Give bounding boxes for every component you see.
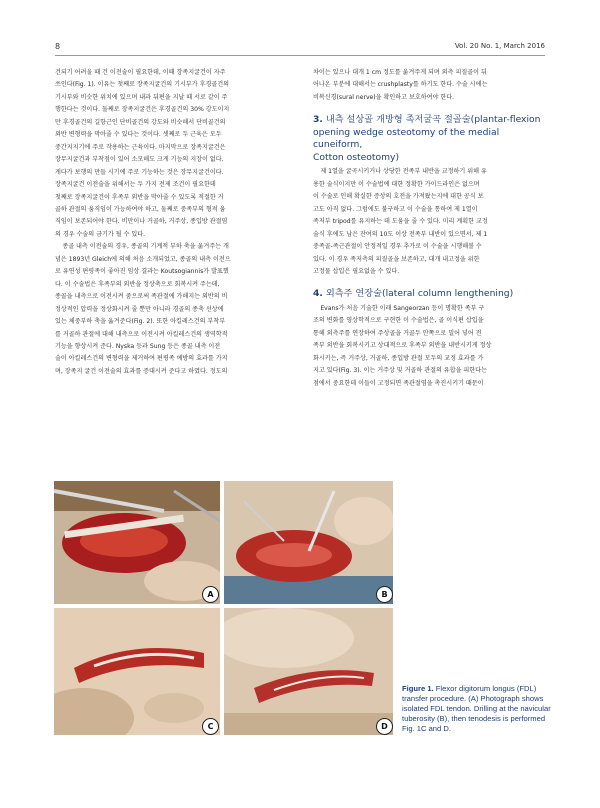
left-column-line: 직임이 보존되어야 한다. 비만이나 거골하, 거주상, 종입방 관절염 <box>55 218 228 226</box>
right-column-intro-line: 차이는 있으나 대개 1 cm 정도를 옮겨주게 되며 외측 피질골이 뒤 <box>313 69 487 76</box>
left-column-line: 기능을 향상시켜 준다. Nyska 등과 Sung 등은 종골 내측 이전 <box>55 342 221 350</box>
left-column-line: 로 유연성 편평족이 좋아진 임상 결과는 Koutsogiannis가 발표했 <box>55 268 229 276</box>
journal-volume: Vol. 20 No. 1, March 2016 <box>454 42 545 50</box>
figure-panel-d <box>224 608 393 735</box>
left-column-line: 며, 장족지 굴건 이전술의 효과를 증대시켜 준다고 하였다. 정도의 <box>55 367 228 375</box>
left-column-line: 장무지굴건과 부착점이 있어 소모해도 크게 기능의 지장이 없다. <box>55 156 224 164</box>
figure-caption-label: Figure 1. <box>402 684 434 693</box>
left-column-line: 다. 이 수술법은 후족부의 외반을 정상축으로 회복시켜 주는데, <box>55 280 220 288</box>
section-4-body-line: 점에서 중요한데 이들이 고정되면 족관절염을 촉진시키기 때문이 <box>313 379 484 387</box>
left-column-line: 행한다는 것이다. 둘째로 장족지굴건은 후경골건의 30% 강도이지 <box>55 106 230 114</box>
section-4-title: 외측주 연장술(lateral column lengthening) <box>325 288 514 300</box>
left-column-line: 있는 체중부하 축을 옮겨준다(Fig. 2). 또한 아킬레스건의 부착부 <box>55 318 226 326</box>
left-column-line: 중간지지기에 주로 작용하는 근육이다. 마지막으로 장족지굴건은 <box>55 143 226 151</box>
figure-caption-text: Flexor digitorum longus (FDL) transfer procedure. (A) Photograph shows isolated FDL tendon. Drilling at the navicular tuberosity (B), then tenodesis is performed Fig. 1C and D. <box>402 684 551 733</box>
left-column-line: 종골 내측 이전술의 경우, 종골의 기계적 부하 축을 옮겨주는 개 <box>62 243 229 251</box>
section-3-body-line: 있다. 이 경우 족저측의 피질골을 보존하고, 대개 내고정을 위한 <box>313 255 480 263</box>
left-column-line: 기시부와 비슷한 위치에 있으며 내과 뒤편을 지날 때 서로 같이 주 <box>55 93 228 101</box>
section-3-body-line: 고정물 삽입은 필요없을 수 있다. <box>313 267 400 275</box>
page-number: 8 <box>55 42 61 51</box>
figure-panel-a <box>54 481 220 604</box>
figure-panel-b <box>224 481 393 604</box>
left-column-line: 의 경우 수술의 금기가 될 수 있다. <box>55 230 146 238</box>
panel-label-c: C <box>202 718 219 735</box>
section-4-body-line: 족부 외반을 회복시키고 상대적으로 후족부 외반을 내반시키게 정상 <box>313 342 492 350</box>
section-4-number: 4. <box>313 288 323 300</box>
right-column-intro-line: 비복신경(sural nerve)을 확인하고 보호하여야 한다. <box>313 93 455 101</box>
section-4-heading <box>313 288 546 301</box>
left-column-line: 념은 1893년 Gleich에 의해 처음 소개되었고, 종골의 내측 이전으 <box>55 255 231 263</box>
panel-label-b: B <box>376 586 393 603</box>
section-4-body-line: Evans가 처음 기술한 이래 Sangeorzan 등이 명확한 족부 구 <box>320 304 485 312</box>
panel-label-d: D <box>376 718 393 735</box>
left-column <box>55 67 294 378</box>
right-column-intro <box>313 67 546 104</box>
section-3-body-line: 족저부 tripod를 유지하는 데 도움을 줄 수 있다. 미리 계획한 교정 <box>313 218 488 226</box>
left-column-line: 장족지굴건 이전술을 위해서는 두 가지 전제 조건이 필요한데 <box>55 181 216 189</box>
section-3-title-line-1: 내측 설상골 개방형 족저굴곡 절골술(plantar-flexion <box>325 114 541 126</box>
section-4-body <box>313 303 546 390</box>
left-column-line: 를 거골하 관절에 대해 내측으로 이전시켜 아킬레스건의 생역학적 <box>55 330 228 338</box>
section-3-body-line: 용한 술식이지만 이 수술법에 대한 정확한 가이드라인은 없으며 <box>313 180 480 188</box>
section-3-body <box>313 166 546 278</box>
section-4-body-line: 통해 외측주를 연장하여 주상골을 거골두 안쪽으로 밀어 넣어 전 <box>313 329 482 337</box>
left-column-line: 만 후경골건의 길항근인 단비골건의 강도와 비슷해서 단비골건의 <box>55 118 226 126</box>
left-column-line: 정상적인 압력을 정상화시켜 줄 뿐만 아니라 경골의 종축 선상에 <box>55 305 224 313</box>
section-3-body-line: 중족골-족근관절이 안정적일 경우 추가로 이 수술을 시행해볼 수 <box>313 243 482 251</box>
left-column-line: 술이 아킬레스건의 변형력을 제거하여 편평족 예방의 효과를 가지 <box>55 355 228 363</box>
section-3-title-line-3: Cotton osteotomy) <box>313 151 400 163</box>
section-3-body-line: 제 1열을 굴곡시키거나 상당한 전족부 내반을 교정하기 위해 유 <box>320 168 487 176</box>
left-column-line: 쓰인다(Fig. 1). 이유는 첫째로 장족지굴건의 기시부가 후경골건의 <box>55 81 230 89</box>
left-column-line: 게다가 보행의 만들 시기에 주로 기능하는 것은 장무지굴건이다. <box>55 168 224 176</box>
section-4-body-line: 조의 변화를 영상학적으로 구현한 이 수술법은, 골 이식편 삽입을 <box>313 317 484 325</box>
section-3-body-line: 고도 아직 없다. 그럼에도 불구하고 이 수술을 통하여 제 1열이 <box>313 205 478 213</box>
left-column-line: 첫째로 장족지굴건이 후족부 외반을 막아줄 수 있도록 적절한 거 <box>55 193 224 201</box>
panel-label-a: A <box>202 586 219 603</box>
left-column-line: 골하 관절의 움직임이 가능하여야 하고, 둘째로 중족부의 형적 움 <box>55 205 226 213</box>
section-3-body-line: 술식 후에도 남은 잔여의 10도 이상 전족부 내반이 있으면서, 제 1 <box>313 230 488 238</box>
section-3-heading <box>313 114 546 164</box>
section-4-body-line: 화시키는, 즉 거주상, 거골하, 종입방 관절 모두의 교정 효과를 가 <box>313 354 484 362</box>
section-3-title-line-2: opening wedge osteotomy of the medial cuneiform, <box>313 126 500 151</box>
left-column-line: 건되기 어려울 때 건 이전술이 필요한데, 이때 장족지굴건이 자주 <box>55 69 226 76</box>
left-column-line: 종골을 내측으로 이전시켜 줌으로써 족관절에 가해지는 외반의 비 <box>55 293 228 301</box>
figure-caption <box>402 684 552 734</box>
section-3-body-line: 이 수술로 인해 확실한 증상의 호전을 가져왔는지에 대한 공식 보 <box>313 193 484 201</box>
left-column-line: 외반 변형력을 막아줄 수 있다는 것이다. 셋째로 두 근육은 모두 <box>55 131 222 139</box>
right-column-intro-line: 어나온 부분에 대해서는 crushplasty를 하기도 한다. 수술 시에는 <box>313 81 488 89</box>
section-4-body-line: 지고 있다(Fig. 3). 이는 거주상 및 거골하 관절의 유합을 피한다는 <box>313 367 487 375</box>
right-column <box>313 67 546 390</box>
header-rule <box>55 55 545 56</box>
section-3-number: 3. <box>313 114 323 126</box>
figure-panel-c <box>54 608 220 735</box>
